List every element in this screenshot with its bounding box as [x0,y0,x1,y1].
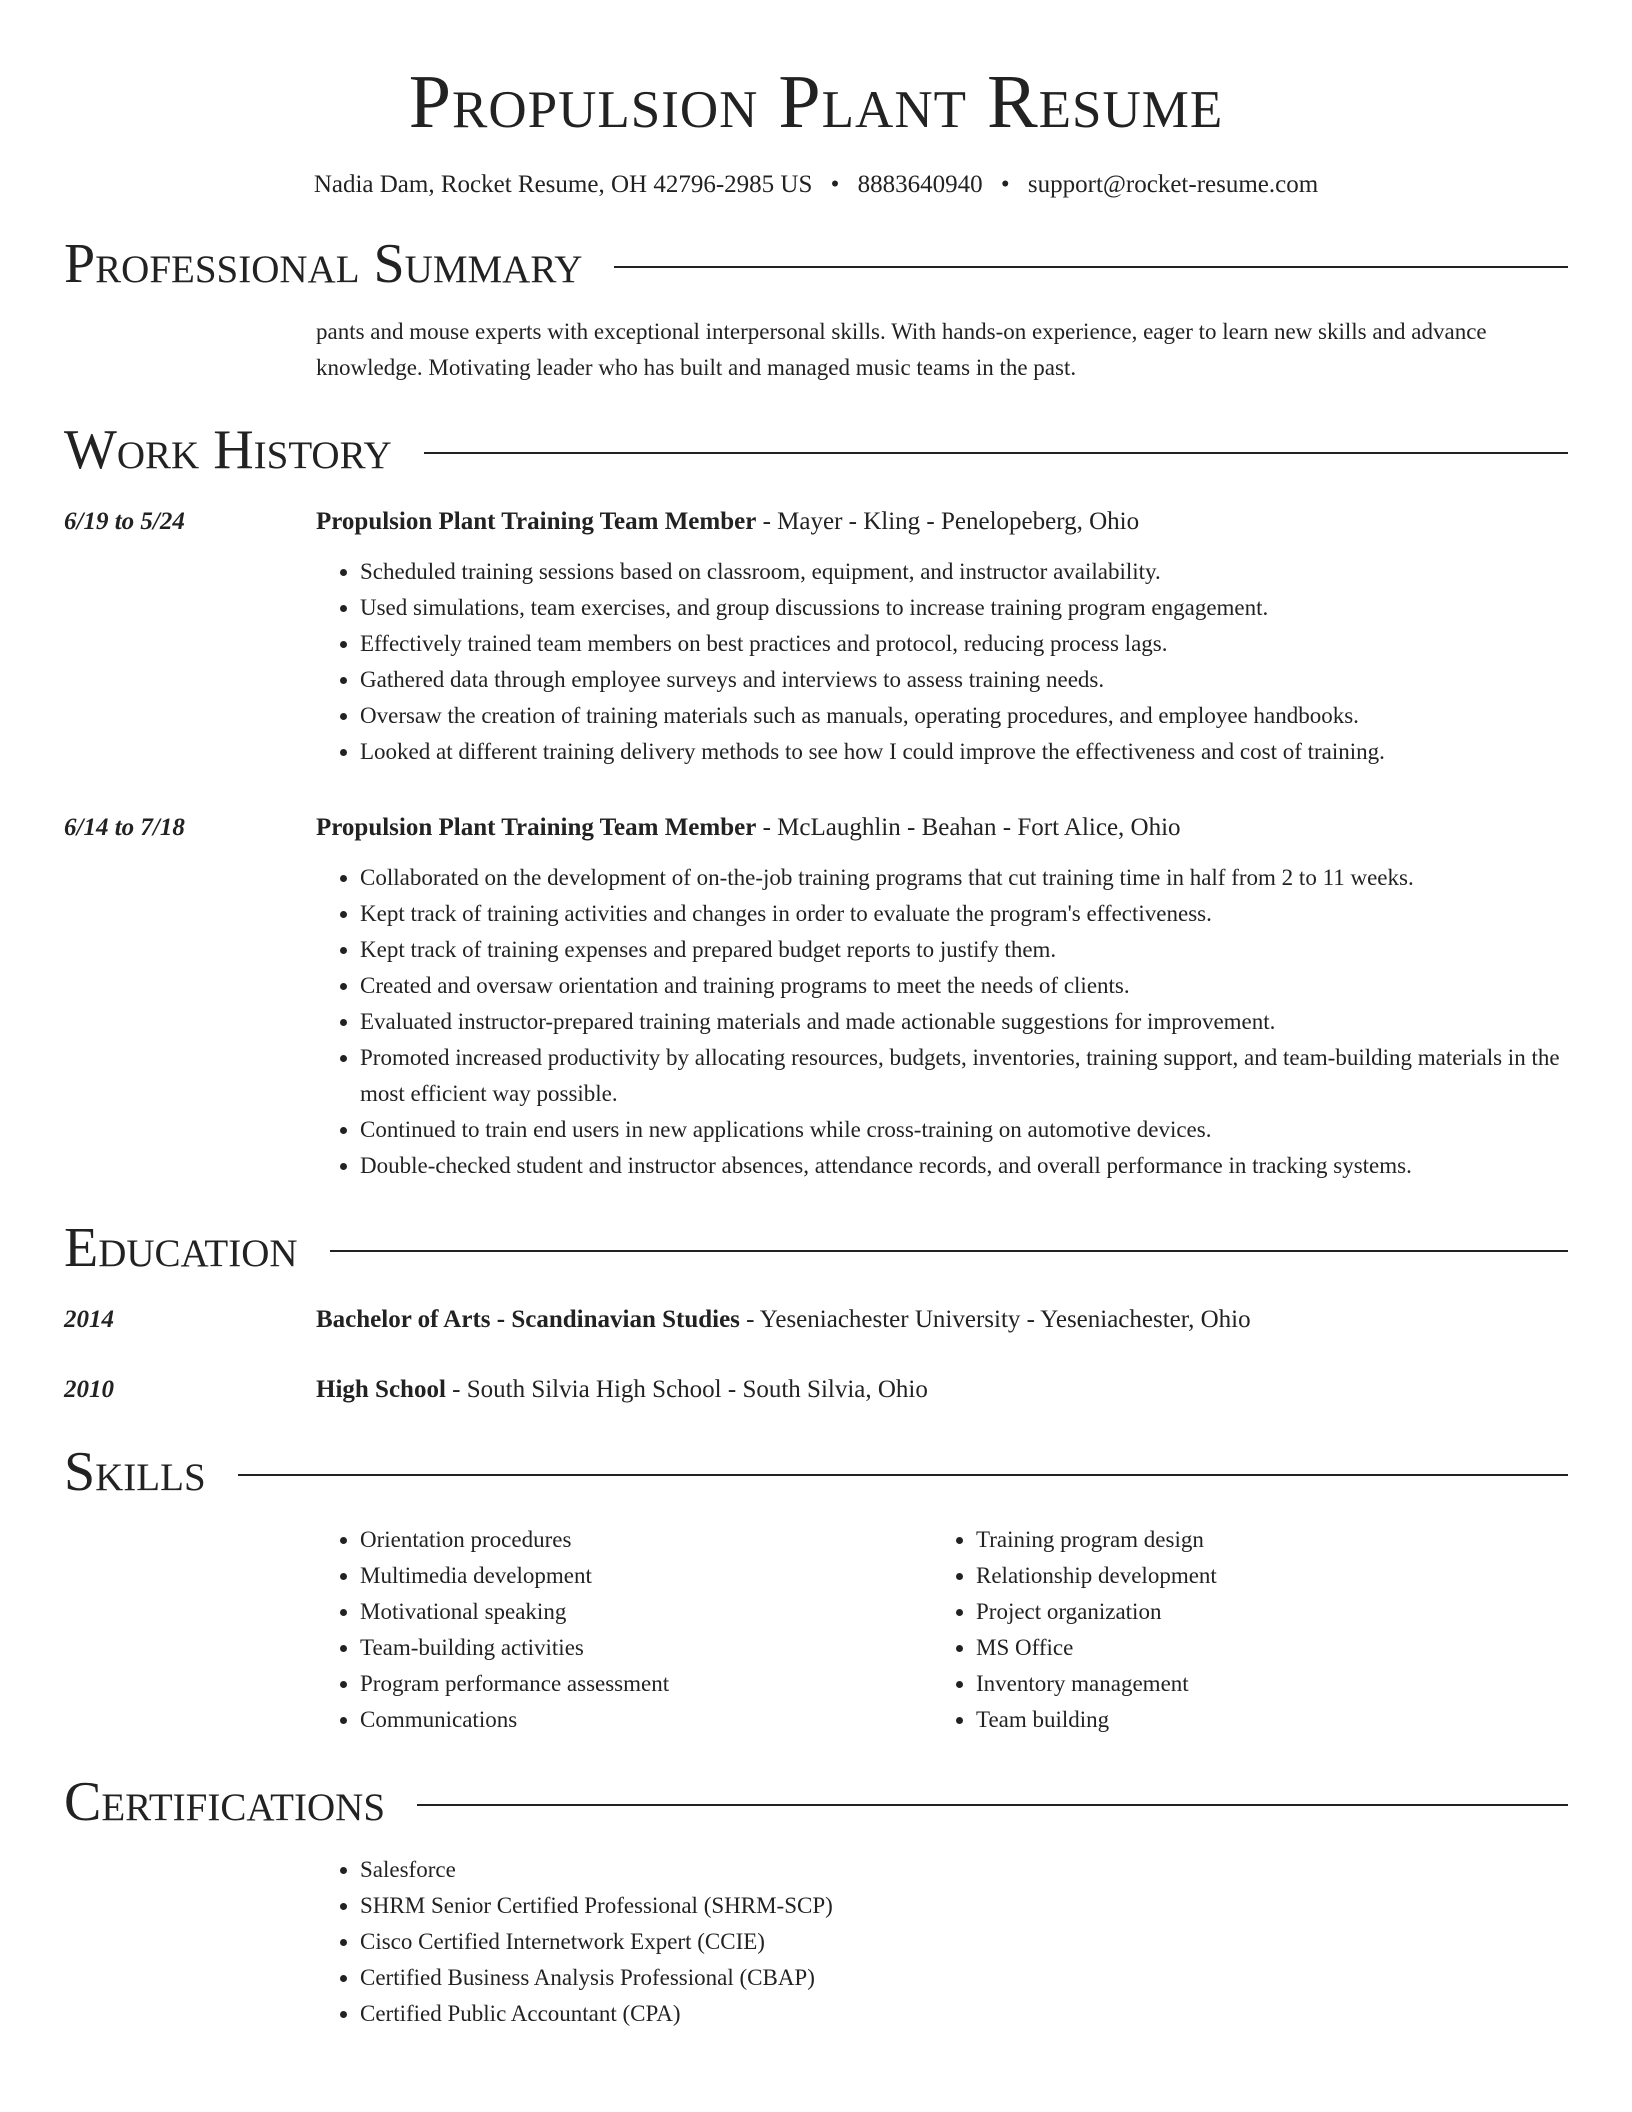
contact-separator: • [1000,171,1010,198]
job-bullet: • Evaluated instructor-prepared training materials and made actionable suggestions for improvement. [360,1004,1568,1040]
education-degree: Bachelor of Arts - Scandinavian Studies [316,1306,740,1333]
section-title-education: Education [64,1217,298,1279]
job-bullet: • Promoted increased productivity by allocating resources, budgets, inventories, training support, and team-building materials in the most efficient way possible. [360,1040,1568,1112]
job-body [316,810,1568,1184]
certification-item: • Cisco Certified Internetwork Expert (CCIE) [360,1924,1568,1960]
certifications-list [316,1852,1568,2032]
section-header-certifications [64,1771,1568,1833]
skill-item: • MS Office [976,1630,1548,1666]
contact-email: support@rocket-resume.com [1027,171,1319,198]
section-divider [614,266,1568,268]
job-dates: 6/19 to 5/24 [64,508,185,535]
skill-item: • Team-building activities [360,1630,932,1666]
section-header-education [64,1217,1568,1279]
job-bullet: • Kept track of training activities and changes in order to evaluate the program's effectiveness. [360,896,1568,932]
job-bullet: • Collaborated on the development of on-the-job training programs that cut training time in half from 2 to 11 weeks. [360,860,1568,896]
job-entry [64,810,1568,1184]
skill-item: • Project organization [976,1594,1548,1630]
education-year: 2010 [64,1376,114,1403]
job-bullet: • Continued to train end users in new applications while cross-training on automotive devices. [360,1112,1568,1148]
section-divider [417,1804,1568,1806]
certification-item: • Salesforce [360,1852,1568,1888]
certifications-block [316,1852,1568,2032]
skill-item: • Program performance assessment [360,1666,932,1702]
job-heading [316,504,1568,540]
education-entry [64,1372,1568,1408]
job-bullets [316,860,1568,1184]
section-header-work [64,419,1568,481]
section-title-summary: Professional Summary [64,233,583,295]
education-year: 2014 [64,1306,114,1333]
job-body [316,504,1568,770]
skill-item: • Inventory management [976,1666,1548,1702]
education-entry [64,1302,1568,1338]
section-divider [330,1250,1568,1252]
job-employer: - McLaughlin - Beahan - Fort Alice, Ohio [756,814,1181,841]
job-bullet: • Created and oversaw orientation and training programs to meet the needs of clients. [360,968,1568,1004]
skill-item: • Relationship development [976,1558,1548,1594]
section-divider [424,452,1568,454]
job-title: Propulsion Plant Training Team Member [316,508,757,535]
job-bullet: • Used simulations, team exercises, and group discussions to increase training program engagement. [360,590,1568,626]
job-bullet: • Gathered data through employee surveys and interviews to assess training needs. [360,662,1568,698]
section-title-work: Work History [64,419,392,481]
skills-list-right [932,1522,1548,1738]
education-heading [316,1372,1568,1408]
skill-item: • Communications [360,1702,932,1738]
certification-item: • SHRM Senior Certified Professional (SHRM-SCP) [360,1888,1568,1924]
education-school: - South Silvia High School - South Silvia, Ohio [445,1376,928,1403]
job-heading [316,810,1568,846]
section-header-skills [64,1441,1568,1503]
contact-separator: • [830,171,840,198]
job-dates: 6/14 to 7/18 [64,814,185,841]
section-divider [238,1474,1568,1476]
section-title-skills: Skills [64,1441,206,1503]
certification-item: • Certified Public Accountant (CPA) [360,1996,1568,2032]
certification-item: • Certified Business Analysis Professional (CBAP) [360,1960,1568,1996]
education-school: - Yeseniachester University - Yeseniachester, Ohio [739,1306,1251,1333]
contact-address: Nadia Dam, Rocket Resume, OH 42796-2985 US [313,171,813,198]
job-bullet: • Effectively trained team members on best practices and protocol, reducing process lags. [360,626,1568,662]
job-bullet: • Scheduled training sessions based on classroom, equipment, and instructor availability. [360,554,1568,590]
skill-item: • Training program design [976,1522,1548,1558]
job-entry [64,504,1568,770]
contact-line [64,170,1568,200]
section-title-certifications: Certifications [64,1771,386,1833]
skill-item: • Orientation procedures [360,1522,932,1558]
job-bullet: • Double-checked student and instructor absences, attendance records, and overall performance in tracking systems. [360,1148,1568,1184]
skill-item: • Multimedia development [360,1558,932,1594]
job-bullets [316,554,1568,770]
document-title: Propulsion Plant Resume [408,60,1224,144]
job-bullet: • Oversaw the creation of training materials such as manuals, operating procedures, and employee handbooks. [360,698,1568,734]
summary-text: pants and mouse experts with exceptional interpersonal skills. With hands-on experience, eager to learn new skills and advance knowledge. Motivating leader who has built and managed music teams in the past. [316,319,1487,380]
section-header-summary [64,233,1568,295]
skills-grid [316,1522,1568,1738]
skill-item: • Motivational speaking [360,1594,932,1630]
contact-phone: 8883640940 [857,171,983,198]
job-employer: - Mayer - Kling - Penelopeberg, Ohio [756,508,1140,535]
job-title: Propulsion Plant Training Team Member [316,814,757,841]
job-bullet: • Looked at different training delivery methods to see how I could improve the effectiveness and cost of training. [360,734,1568,770]
job-bullet: • Kept track of training expenses and prepared budget reports to justify them. [360,932,1568,968]
skill-item: • Team building [976,1702,1548,1738]
education-body [316,1372,1568,1408]
skills-list-left [316,1522,932,1738]
education-body [316,1302,1568,1338]
education-degree: High School [316,1376,446,1403]
education-heading [316,1302,1568,1338]
